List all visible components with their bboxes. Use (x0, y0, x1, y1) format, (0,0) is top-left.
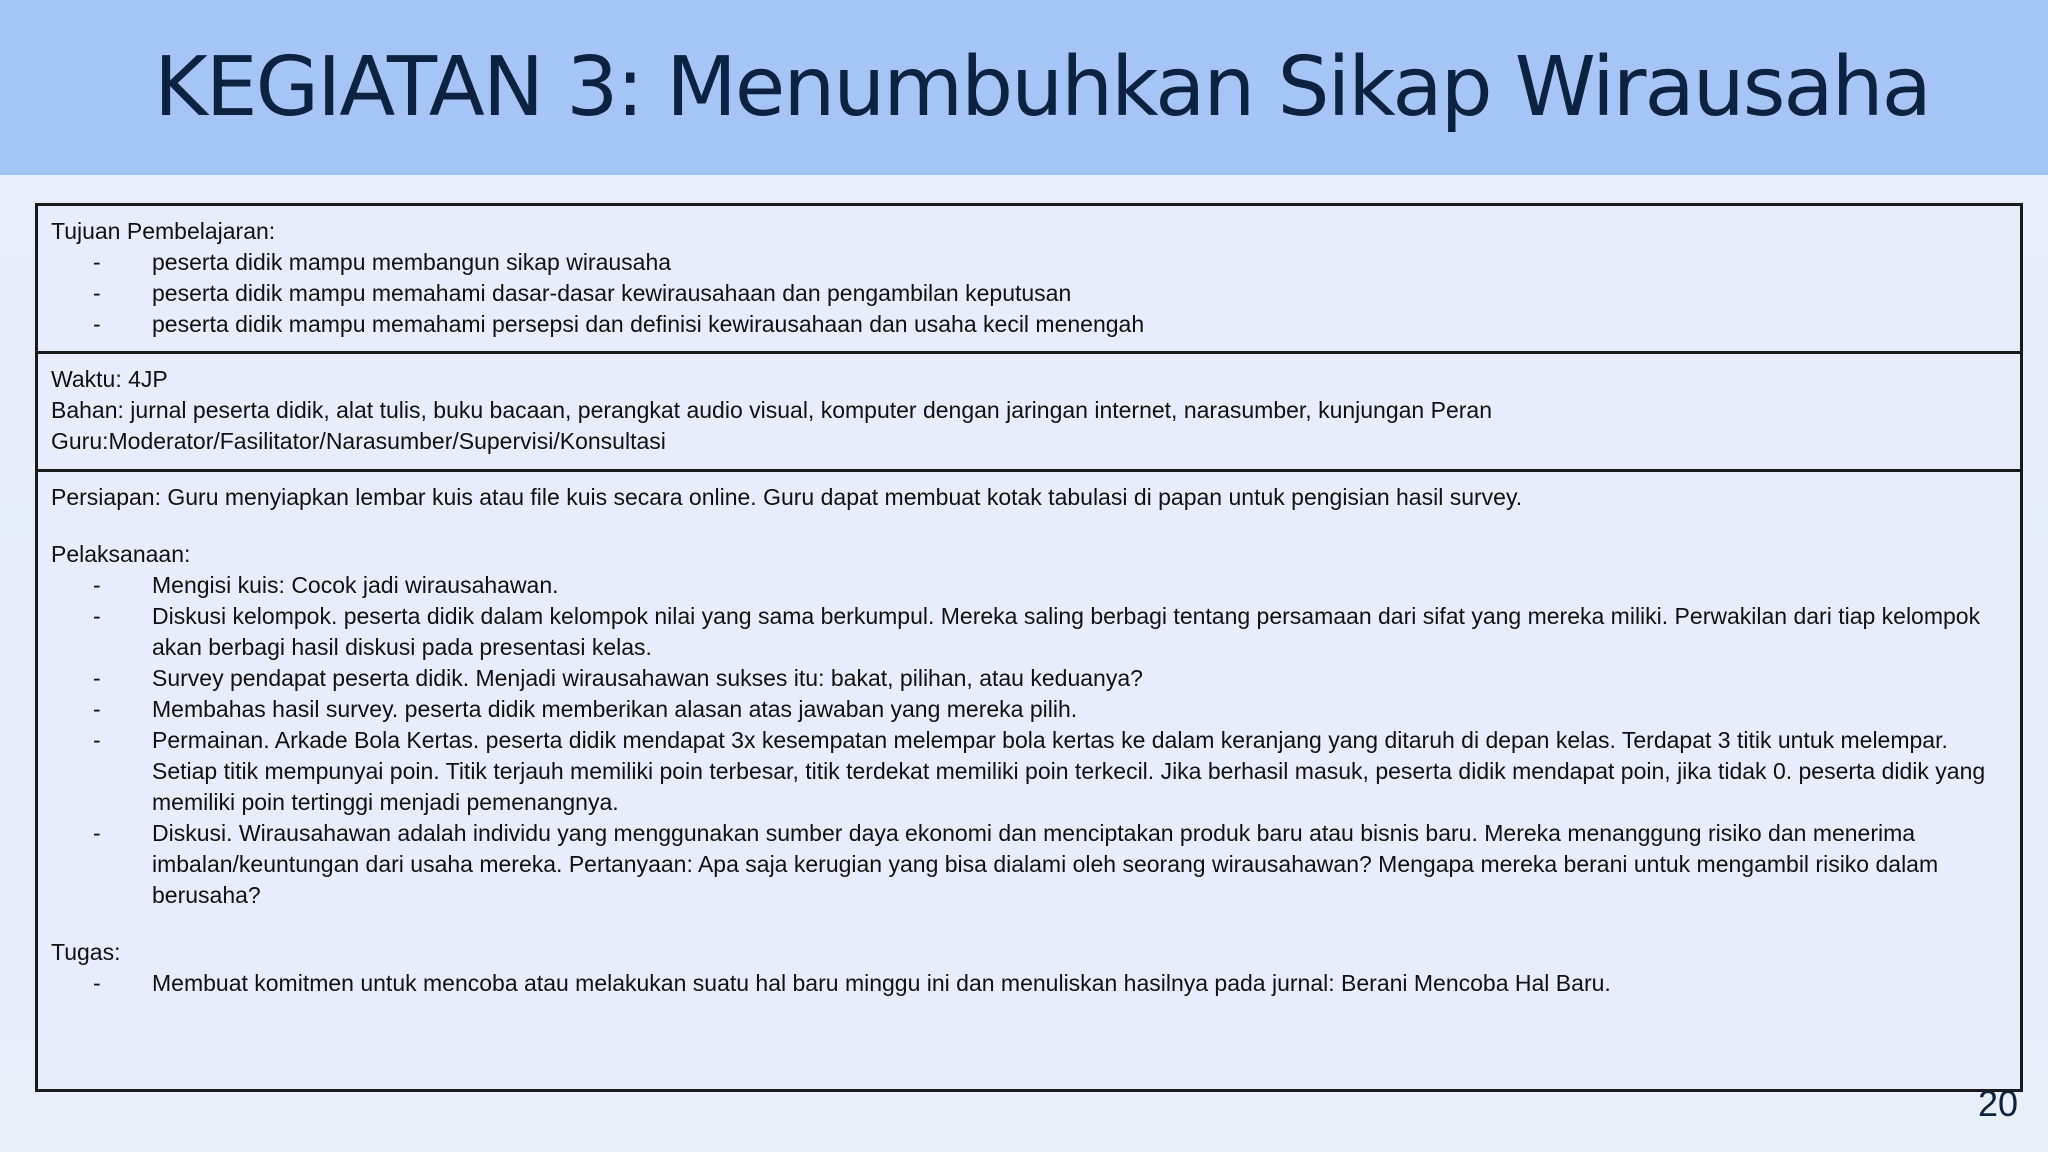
implementation-item (51, 601, 2008, 663)
objective-item (51, 247, 2008, 278)
objective-text: peserta didik mampu memahami persepsi dan definisi kewirausahaan dan usaha kecil menengah (152, 311, 1145, 337)
implementation-text: Diskusi kelompok. peserta didik dalam kelompok nilai yang sama berkumpul. Mereka saling berbagi tentang persamaan dari sifat yang mereka miliki. Perwakilan dari tiap kelompok akan berbagi hasil diskusi pada presentasi kelas. (152, 603, 1981, 660)
objectives-heading: Tujuan Pembelajaran: (51, 218, 276, 244)
implementation-text: Survey pendapat peserta didik. Menjadi wirausahawan sukses itu: bakat, pilihan, atau keduanya? (152, 665, 1143, 691)
bullet-dash: - (93, 696, 101, 722)
materials-text: Bahan: jurnal peserta didik, alat tulis, buku bacaan, perangkat audio visual, komputer dengan jaringan internet, narasumber, kunjungan Peran (51, 397, 1492, 423)
implementation-item (51, 570, 2008, 601)
objective-text: peserta didik mampu membangun sikap wirausaha (152, 249, 672, 275)
bullet-dash: - (93, 970, 101, 996)
objectives-section (38, 206, 2020, 354)
lesson-plan-table (35, 203, 2023, 1092)
bullet-dash: - (93, 572, 101, 598)
time-materials-section (38, 354, 2020, 472)
bullet-dash: - (93, 665, 101, 691)
objective-text: peserta didik mampu memahami dasar-dasar kewirausahaan dan pengambilan keputusan (152, 280, 1072, 306)
teacher-role-text: Guru:Moderator/Fasilitator/Narasumber/Supervisi/Konsultasi (51, 428, 666, 454)
implementation-item (51, 725, 2008, 818)
page-title: KEGIATAN 3: Menumbuhkan Sikap Wirausaha (154, 40, 1930, 135)
implementation-text: Membahas hasil survey. peserta didik memberikan alasan atas jawaban yang mereka pilih. (152, 696, 1078, 722)
implementation-text: Diskusi. Wirausahawan adalah individu yang menggunakan sumber daya ekonomi dan menciptakan produk baru atau bisnis baru. Mereka menanggung risiko dan menerima imbalan/keuntungan dari usaha mereka. Pertanyaan: Apa saja kerugian yang bisa dialami oleh seorang wirausahawan? Mengapa mereka berani untuk mengambil risiko dalam berusaha? (152, 820, 1939, 908)
implementation-item (51, 818, 2008, 911)
objective-item (51, 309, 2008, 340)
bullet-dash: - (93, 603, 101, 629)
spacer (51, 513, 2008, 539)
implementation-item (51, 694, 2008, 725)
implementation-item (51, 663, 2008, 694)
preparation-text: Persiapan: Guru menyiapkan lembar kuis atau file kuis secara online. Guru dapat membuat kotak tabulasi di papan untuk pengisian hasil survey. (51, 484, 1523, 510)
spacer (51, 911, 2008, 937)
task-item (51, 968, 2008, 999)
bullet-dash: - (93, 249, 101, 275)
bullet-dash: - (93, 280, 101, 306)
implementation-heading: Pelaksanaan: (51, 541, 191, 567)
task-text: Membuat komitmen untuk mencoba atau melakukan suatu hal baru minggu ini dan menuliskan hasilnya pada jurnal: Berani Mencoba Hal Baru. (152, 970, 1611, 996)
implementation-text: Mengisi kuis: Cocok jadi wirausahawan. (152, 572, 559, 598)
time-allocation: Waktu: 4JP (51, 366, 168, 392)
bullet-dash: - (93, 311, 101, 337)
implementation-text: Permainan. Arkade Bola Kertas. peserta didik mendapat 3x kesempatan melempar bola kertas ke dalam keranjang yang ditaruh di depan kelas. Terdapat 3 titik untuk melempar. Setiap titik mempunyai poin. Titik terjauh memiliki poin terbesar, titik terdekat memiliki poin terkecil. Jika berhasil masuk, peserta didik mendapat poin, jika tidak 0. peserta didik yang memiliki poin tertinggi menjadi pemenangnya. (152, 727, 1986, 815)
bullet-dash: - (93, 820, 101, 846)
page-number: 20 (1977, 1083, 2018, 1124)
bullet-dash: - (93, 727, 101, 753)
activities-section (38, 472, 2020, 1089)
objective-item (51, 278, 2008, 309)
task-heading: Tugas: (51, 939, 121, 965)
